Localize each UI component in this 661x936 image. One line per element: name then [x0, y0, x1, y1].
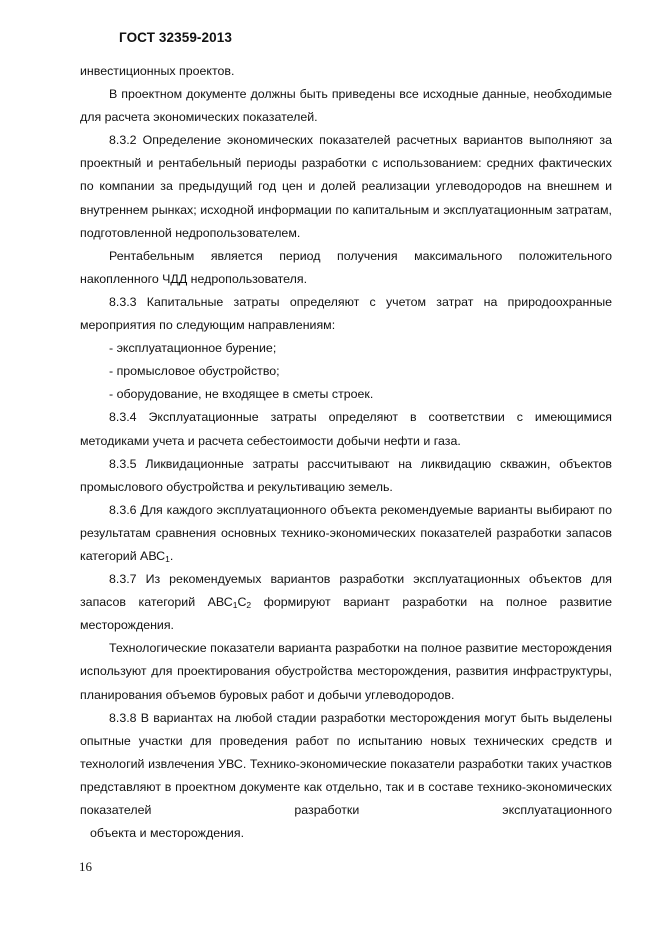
- paragraph-8-3-8: [80, 707, 612, 846]
- paragraph-initial-data: В проектном документе должны быть приведены все исходные данные, необходимые для расчета экономических показателей.: [80, 87, 612, 125]
- paragraph-text: формируют вариант разработки на полное развитие месторождения.: [80, 595, 612, 633]
- paragraph-8-3-6: [80, 499, 612, 568]
- paragraph-8-3-5: 8.3.5 Ликвидационные затраты рассчитывают на ликвидацию скважин, объектов промыслового обустройства и рекультивацию земель.: [80, 456, 612, 494]
- subscript: 1: [165, 553, 170, 564]
- paragraph-8-3-7: [80, 568, 612, 637]
- paragraph-continuation: инвестиционных проектов.: [80, 64, 235, 78]
- paragraph-text: 8.3.8 В вариантах на любой стадии разработки месторождения могут быть выделены опытные участки для проведения работ по испытанию новых технических средств и технологий извлечения УВС. Технико-экономические показатели разработки таких участков представляют в проектном документе как отдельно, так и в составе технико-экономических показателей разработки эксплуатационного: [80, 710, 612, 817]
- paragraph-text: 8.3.7 Из рекомендуемых вариантов разработки эксплуатационных объектов для запасов категорий АВС: [80, 572, 612, 610]
- list-item: - промысловое обустройство;: [109, 364, 280, 379]
- page-number: 16: [79, 859, 92, 874]
- list-item: - оборудование, не входящее в сметы строек.: [109, 387, 374, 402]
- paragraph-text: 8.3.6 Для каждого эксплуатационного объекта рекомендуемые варианты выбирают по результатам сравнения основных технико-экономических показателей разработки запасов категорий АВС: [80, 502, 612, 563]
- paragraph-profitable-period: Рентабельным является период получения максимального положительного накопленного ЧДД недропользователя.: [80, 248, 612, 286]
- paragraph-technological-indicators: Технологические показатели варианта разработки на полное развитие месторождения используют для проектирования обустройства месторождения, развития инфраструктуры, планирования объемов буровых работ и добычи углеводородов.: [80, 641, 612, 702]
- paragraph-8-3-2: 8.3.2 Определение экономических показателей расчетных вариантов выполняют за проектный и рентабельный периоды разработки с использованием: средних фактических по компании за предыдущий год цен и долей реализации углеводородов на внешнем и внутреннем рынках; исходной информации по капитальным и эксплуатационным затратам, подготовленной недропользователем.: [80, 133, 612, 240]
- list-item: - эксплуатационное бурение;: [109, 341, 277, 356]
- paragraph-8-3-4: 8.3.4 Эксплуатационные затраты определяют в соответствии с имеющимися методиками учета и расчета себестоимости добычи нефти и газа.: [80, 410, 612, 448]
- subscript: 1: [232, 600, 238, 611]
- document-body: [80, 60, 612, 845]
- paragraph-text: объекта и месторождения.: [90, 826, 245, 841]
- paragraph-text: С: [237, 595, 247, 610]
- paragraph-8-3-3: 8.3.3 Капитальные затраты определяют с учетом затрат на природоохранные мероприятия по следующим направлениям:: [80, 294, 612, 333]
- standard-header: ГОСТ 32359-2013: [119, 30, 232, 45]
- paragraph-text: .: [169, 548, 174, 563]
- subscript: 2: [246, 600, 252, 611]
